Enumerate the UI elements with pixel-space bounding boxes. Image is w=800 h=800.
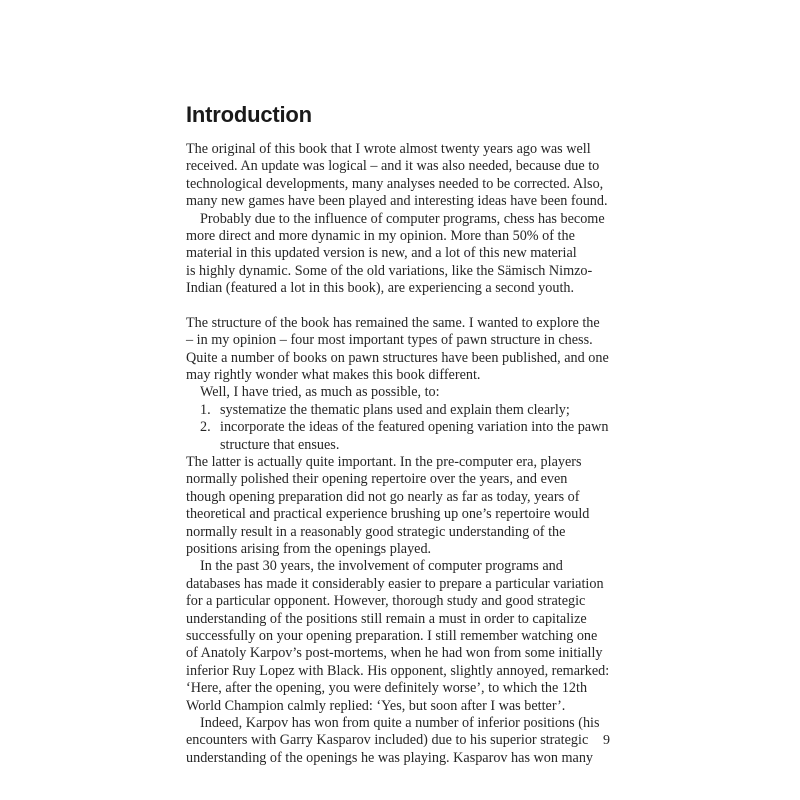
text-line: is highly dynamic. Some of the old variations, like the Sämisch Nimzo- (186, 262, 593, 279)
text-line: Well, I have tried, as much as possible, to: (200, 384, 440, 401)
list-number: 1. (200, 401, 211, 418)
paragraph-4 (186, 384, 626, 401)
text-line: databases has made it considerably easier to prepare a particular variation (186, 575, 604, 592)
numbered-list (186, 402, 626, 454)
text-line: though opening preparation did not go nearly as far as today, years of (186, 488, 580, 505)
paragraph-6 (186, 558, 626, 715)
text-line: The structure of the book has remained the same. I wanted to explore the (186, 314, 600, 331)
text-line: material in this updated version is new, and a lot of this new material (186, 245, 577, 262)
text-line: many new games have been played and interesting ideas have been found. (186, 193, 608, 210)
page-title: Introduction (186, 102, 312, 127)
list-item-text: systematize the thematic plans used and explain them clearly; (220, 401, 570, 418)
text-line: understanding of the positions still remain a must in order to capitalize (186, 610, 587, 627)
text-line: The latter is actually quite important. In the pre-computer era, players (186, 454, 582, 471)
text-line: more direct and more dynamic in my opinion. More than 50% of the (186, 227, 575, 244)
paragraph-5 (186, 454, 626, 558)
text-line: positions arising from the openings played. (186, 540, 432, 557)
paragraph-7 (186, 715, 626, 767)
text-line: Probably due to the influence of computer programs, chess has become (200, 210, 605, 227)
text-line: for a particular opponent. However, thorough study and good strategic (186, 593, 586, 610)
list-number: 2. (200, 419, 211, 436)
text-line: received. An update was logical – and it was also needed, because due to (186, 158, 600, 175)
paragraph-1 (186, 141, 626, 211)
paragraph-2 (186, 211, 626, 298)
text-line: World Champion calmly replied: ‘Yes, but soon after I was better’. (186, 697, 566, 714)
text-line: – in my opinion – four most important types of pawn structure in chess. (186, 332, 593, 349)
text-line: normally result in a reasonably good strategic understanding of the (186, 523, 566, 540)
text-line: inferior Ruy Lopez with Black. His opponent, slightly annoyed, remarked: (186, 662, 610, 679)
text-line: ‘Here, after the opening, you were definitely worse’, to which the 12th (186, 680, 588, 697)
text-line: encounters with Garry Kasparov included) due to his superior strategic (186, 732, 589, 749)
text-line: successfully on your opening preparation. I still remember watching one (186, 627, 598, 644)
section-break (186, 298, 626, 315)
list-item-continuation: structure that ensues. (220, 436, 340, 453)
text-line: Indeed, Karpov has won from quite a number of inferior positions (his (200, 714, 600, 731)
text-line: theoretical and practical experience brushing up one’s repertoire would (186, 506, 590, 523)
text-line: technological developments, many analyses needed to be corrected. Also, (186, 175, 604, 192)
text-line: Indian (featured a lot in this book), are experiencing a second youth. (186, 280, 575, 297)
text-line: may rightly wonder what makes this book different. (186, 367, 481, 384)
text-line: In the past 30 years, the involvement of computer programs and (200, 558, 563, 575)
page-number: 9 (603, 733, 610, 748)
paragraph-3 (186, 315, 626, 385)
list-item (186, 402, 626, 419)
list-item (186, 419, 626, 436)
text-line: of Anatoly Karpov’s post-mortems, when he had won from some initially (186, 645, 603, 662)
text-line: understanding of the openings he was playing. Kasparov has won many (186, 749, 594, 766)
text-line: Quite a number of books on pawn structures have been published, and one (186, 349, 609, 366)
text-line: The original of this book that I wrote almost twenty years ago was well (186, 141, 591, 157)
list-item-text: incorporate the ideas of the featured opening variation into the pawn (220, 419, 609, 436)
text-line: normally polished their opening repertoire over the years, and even (186, 471, 568, 488)
body-text (186, 141, 626, 767)
